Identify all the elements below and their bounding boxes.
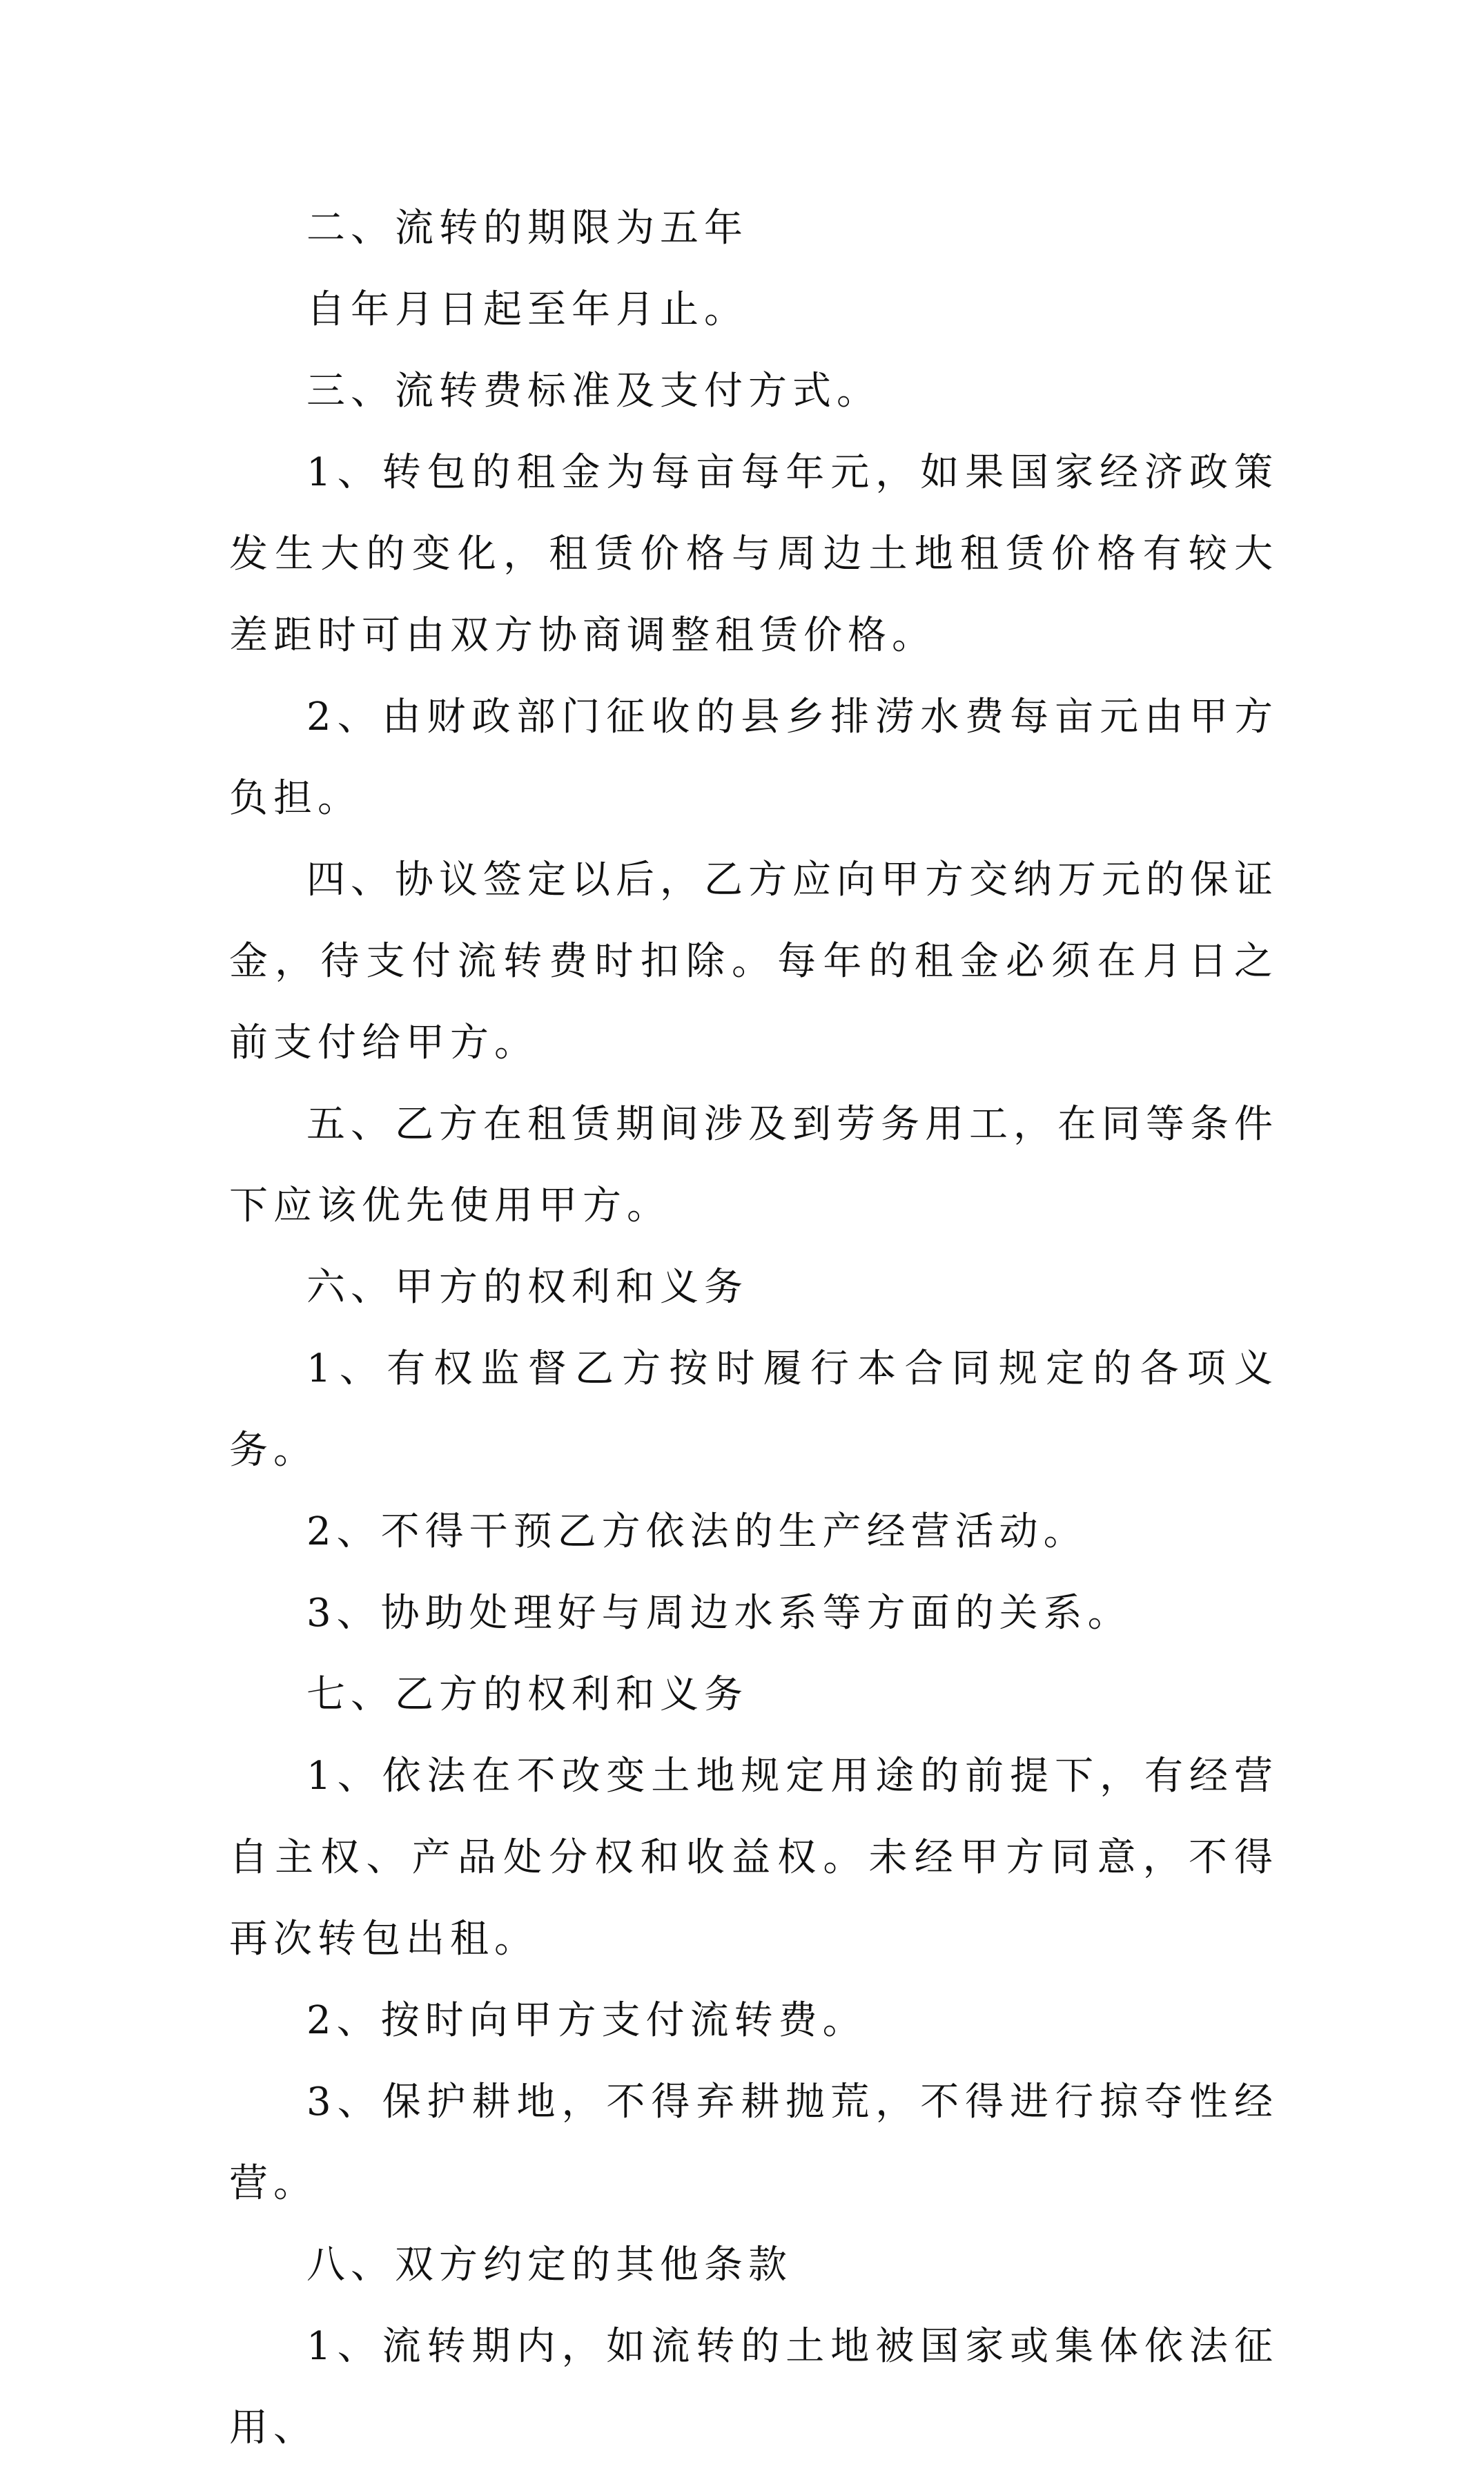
paragraph-fee-drainage: 2、由财政部门征收的县乡排涝水费每亩元由甲方负担。	[229, 695, 1278, 821]
paragraph-party-b-item-1: 1、依法在不改变土地规定用途的前提下，有经营自主权、产品处分权和收益权。未经甲方同意，不得再次转包出租。	[229, 1754, 1278, 1962]
paragraph-party-b-item-2: 2、按时向甲方支付流转费。	[306, 1998, 867, 2043]
paragraph-fee-rent: 1、转包的租金为每亩每年元，如果国家经济政策发生大的变化，租赁价格与周边土地租赁价格有较大差距时可由双方协商调整租赁价格。	[229, 450, 1278, 658]
paragraph-party-b-heading: 七、乙方的权利和义务	[306, 1672, 748, 1717]
paragraph-deposit: 四、协议签定以后，乙方应向甲方交纳万元的保证金，待支付流转费时扣除。每年的租金必须在月日之前支付给甲方。	[229, 858, 1278, 1065]
paragraph-term: 二、流转的期限为五年	[306, 206, 748, 251]
paragraph-party-a-item-3: 3、协助处理好与周边水系等方面的关系。	[306, 1591, 1132, 1636]
paragraph-other-terms-item-1: 1、流转期内，如流转的土地被国家或集体依法征用、	[229, 2324, 1278, 2450]
paragraph-party-a-item-1: 1、有权监督乙方按时履行本合同规定的各项义务。	[229, 1346, 1278, 1473]
paragraph-labor: 五、乙方在租赁期间涉及到劳务用工，在同等条件下应该优先使用甲方。	[229, 1102, 1278, 1228]
paragraph-party-b-item-3: 3、保护耕地，不得弃耕抛荒，不得进行掠夺性经营。	[229, 2080, 1278, 2206]
paragraph-party-a-heading: 六、甲方的权利和义务	[306, 1265, 748, 1310]
paragraph-term-dates: 自年月日起至年月止。	[306, 287, 748, 332]
document-body	[229, 188, 1278, 2469]
paragraph-party-a-item-2: 2、不得干预乙方依法的生产经营活动。	[306, 1509, 1088, 1554]
paragraph-other-terms-heading: 八、双方约定的其他条款	[306, 2243, 792, 2287]
paragraph-fee-heading: 三、流转费标准及支付方式。	[306, 369, 881, 414]
